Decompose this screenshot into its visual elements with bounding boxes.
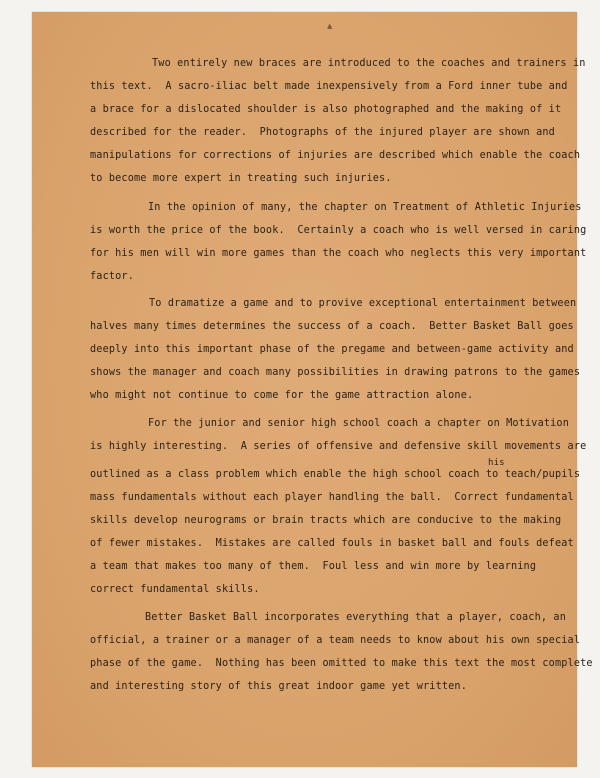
- corner-mark: ▲: [327, 22, 333, 30]
- paragraph-2-line-3: for his men will win more games than the coach who neglects this very important: [90, 248, 587, 259]
- paragraph-3-line-2: halves many times determines the success of a coach. Better Basket Ball goes: [90, 321, 574, 332]
- paragraph-1-line-2: this text. A sacro-iliac belt made inexpensively from a Ford inner tube and: [90, 81, 568, 92]
- paragraph-1-line-5: manipulations for corrections of injuries are described which enable the coach: [90, 150, 581, 161]
- paragraph-1-line-6: to become more expert in treating such injuries.: [90, 173, 392, 184]
- paragraph-1-line-4: described for the reader. Photographs of the injured player are shown and: [90, 127, 555, 138]
- paragraph-4-line-8: correct fundamental skills.: [90, 584, 260, 595]
- paragraph-4-line-4: mass fundamentals without each player handling the ball. Correct fundamental: [90, 492, 574, 503]
- paragraph-5-line-2: official, a trainer or a manager of a team needs to know about his own special: [90, 635, 581, 646]
- paragraph-2-line-2: is worth the price of the book. Certainly a coach who is well versed in caring: [90, 225, 587, 236]
- paragraph-3-line-1: To dramatize a game and to provive exceptional entertainment between: [149, 298, 577, 309]
- paragraph-4-line-1: For the junior and senior high school coach a chapter on Motivation: [148, 418, 569, 429]
- paragraph-5-line-4: and interesting story of this great indoor game yet written.: [90, 681, 468, 692]
- paragraph-3-line-3: deeply into this important phase of the pregame and between-game activity and: [90, 344, 574, 355]
- paragraph-4-line-2: is highly interesting. A series of offensive and defensive skill movements are: [90, 441, 587, 452]
- paragraph-1-line-1: Two entirely new braces are introduced to the coaches and trainers in: [152, 58, 586, 69]
- typescript-body: [32, 12, 593, 767]
- paragraph-5-line-1: Better Basket Ball incorporates everything that a player, coach, an: [145, 612, 566, 623]
- paragraph-2-line-1: In the opinion of many, the chapter on Treatment of Athletic Injuries: [148, 202, 582, 213]
- paragraph-4-line-5: skills develop neurograms or brain tracts which are conducive to the making: [90, 515, 562, 526]
- paragraph-5-line-3: phase of the game. Nothing has been omitted to make this text the most complete: [90, 658, 593, 669]
- paragraph-3-line-4: shows the manager and coach many possibilities in drawing patrons to the games: [90, 367, 581, 378]
- typewritten-page: [32, 12, 593, 767]
- paragraph-4-line-7: a team that makes too many of them. Foul less and win more by learning: [90, 561, 537, 572]
- paragraph-2-line-4: factor.: [90, 271, 134, 282]
- paragraph-4-line-3: outlined as a class problem which enable the high school coach to teach/pupils: [90, 469, 581, 480]
- paragraph-4-line-6: of fewer mistakes. Mistakes are called fouls in basket ball and fouls defeat: [90, 538, 574, 549]
- paragraph-3-line-5: who might not continue to come for the game attraction alone.: [90, 390, 474, 401]
- paragraph-1-line-3: a brace for a dislocated shoulder is also photographed and the making of it: [90, 104, 562, 115]
- handwritten-insert: his: [488, 458, 505, 468]
